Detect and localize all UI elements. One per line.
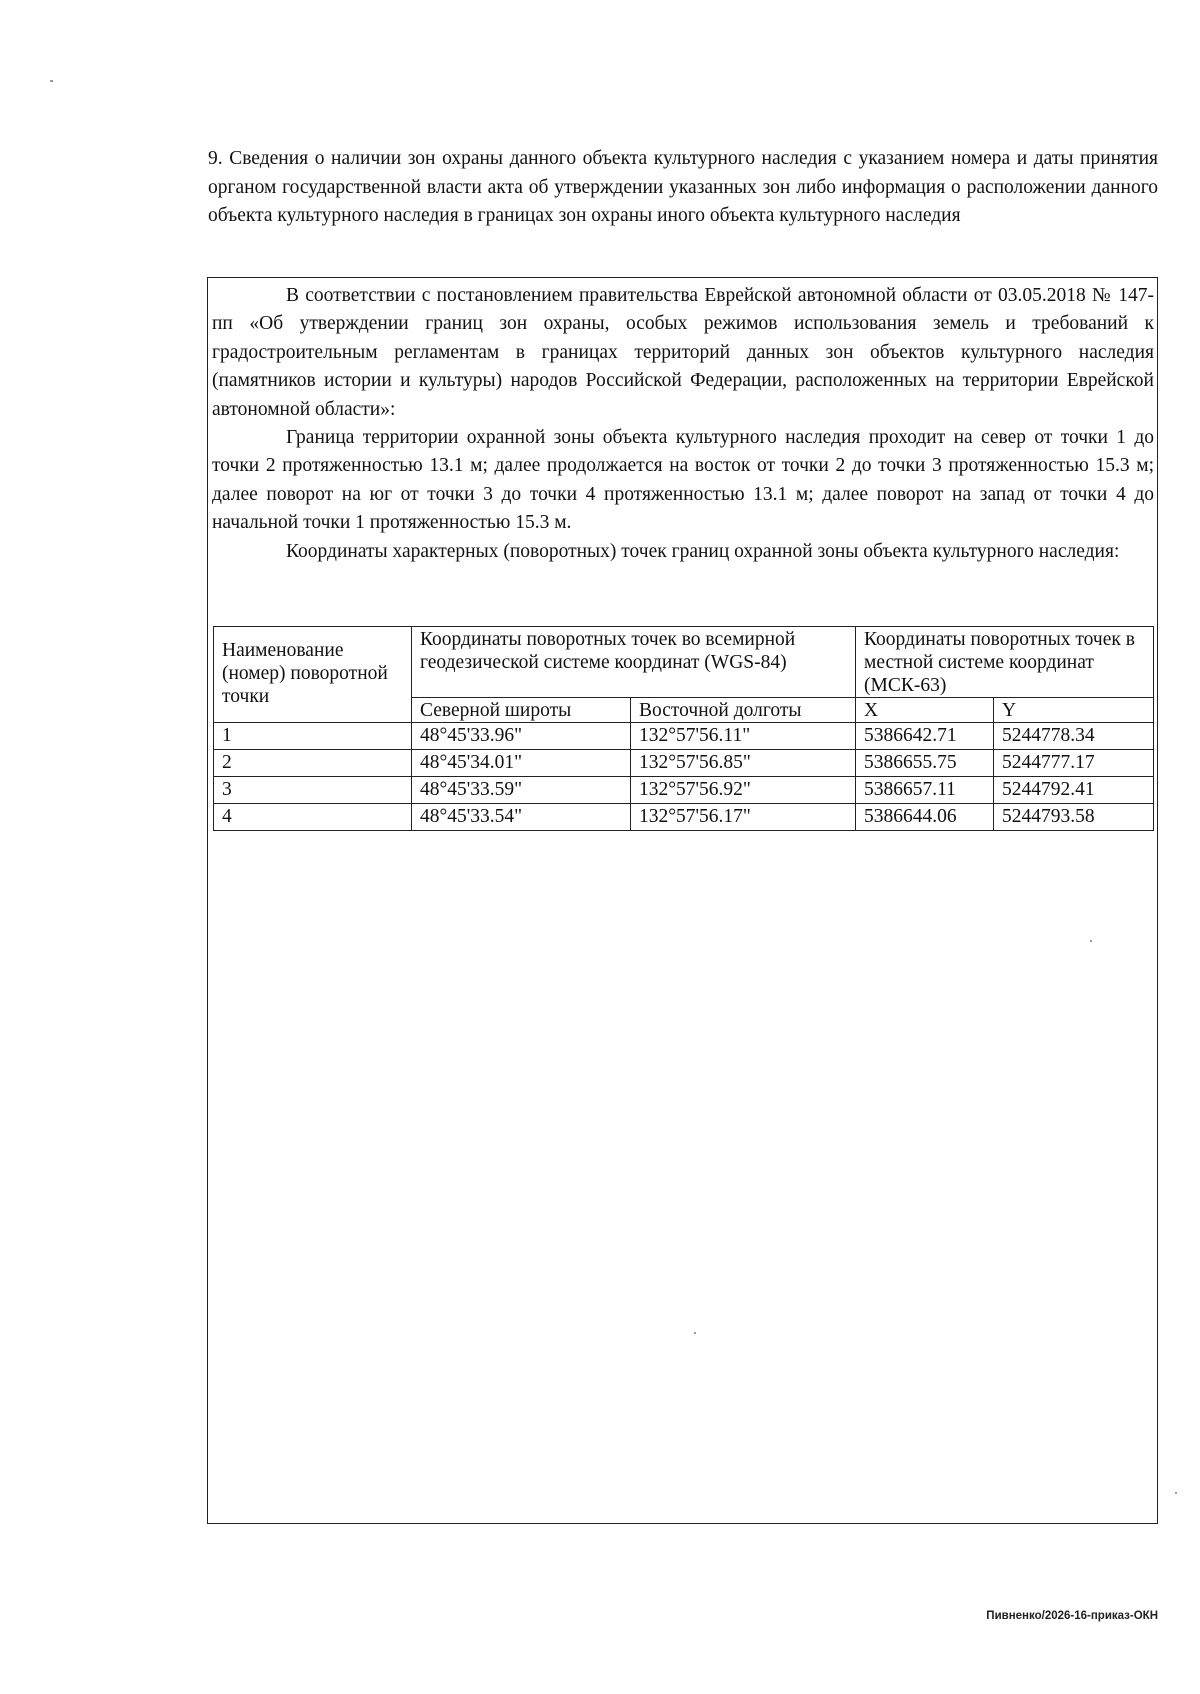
cell-point: 2 <box>214 750 412 777</box>
boundary-description-paragraph: Граница территории охранной зоны объекта культурного наследия проходит на север от точки 1 до точки 2 протяженностью 13.1 м; далее продолжается на восток от точки 2 до точки 3 протяженностью 15.3 м; далее поворот на юг от точки 3 до точки 4 протяженностью 13.1 м; далее поворот на запад от точки 4 до начальной точки 1 протяженностью 15.3 м. <box>212 427 1154 534</box>
header-msk-group: Координаты поворотных точек в местной системе координат (МСК-63) <box>856 627 1154 698</box>
coordinates-intro-paragraph: Координаты характерных (поворотных) точек границ охранной зоны объекта культурного наследия: <box>286 540 1120 562</box>
cell-x: 5386644.06 <box>856 804 994 831</box>
header-y: Y <box>994 698 1154 723</box>
cell-longitude: 132°57'56.92" <box>631 777 856 804</box>
cell-y: 5244777.17 <box>994 750 1154 777</box>
cell-latitude: 48°45'33.59" <box>412 777 631 804</box>
header-wgs-group: Координаты поворотных точек во всемирной геодезической системе координат (WGS-84) <box>412 627 856 698</box>
cell-latitude: 48°45'34.01" <box>412 750 631 777</box>
cell-x: 5386642.71 <box>856 723 994 750</box>
table-header-row <box>214 627 1154 698</box>
document-footer-reference: Пивненко/2026-16-приказ-ОКН <box>986 1610 1158 1622</box>
cell-x: 5386657.11 <box>856 777 994 804</box>
scan-speck <box>1175 1492 1177 1494</box>
cell-point: 3 <box>214 777 412 804</box>
cell-y: 5244793.58 <box>994 804 1154 831</box>
header-east-longitude: Восточной долготы <box>631 698 856 723</box>
cell-latitude: 48°45'33.96" <box>412 723 631 750</box>
protection-zone-frame <box>207 277 1158 1524</box>
coordinates-table <box>213 626 1154 831</box>
table-row <box>214 777 1154 804</box>
cell-longitude: 132°57'56.11" <box>631 723 856 750</box>
cell-longitude: 132°57'56.85" <box>631 750 856 777</box>
frame-text <box>212 282 1154 566</box>
table-row <box>214 804 1154 831</box>
scan-speck <box>50 80 53 82</box>
cell-point: 4 <box>214 804 412 831</box>
header-north-latitude: Северной широты <box>412 698 631 723</box>
table-row <box>214 750 1154 777</box>
cell-x: 5386655.75 <box>856 750 994 777</box>
cell-y: 5244792.41 <box>994 777 1154 804</box>
cell-point: 1 <box>214 723 412 750</box>
cell-longitude: 132°57'56.17" <box>631 804 856 831</box>
header-point-name: Наименование (номер) поворотной точки <box>214 627 412 723</box>
table-row <box>214 723 1154 750</box>
section-heading: 9. Сведения о наличии зон охраны данного объекта культурного наследия с указанием номера и даты принятия органом государственной власти акта об утверждении указанных зон либо информация о расположении данного объекта культурного наследия в границах зон охраны иного объекта культурного наследия <box>208 148 1158 226</box>
resolution-paragraph: В соответствии с постановлением правительства Еврейской автономной области от 03.05.2018 № 147-пп «Об утверждении границ зон охраны, особых режимов использования земель и требований к градостроительным регламентам в границах территорий данных зон объектов культурного наследия (памятников истории и культуры) народов Российской Федерации, расположенных на территории Еврейской автономной области»: <box>212 285 1154 420</box>
cell-latitude: 48°45'33.54" <box>412 804 631 831</box>
cell-y: 5244778.34 <box>994 723 1154 750</box>
header-x: X <box>856 698 994 723</box>
